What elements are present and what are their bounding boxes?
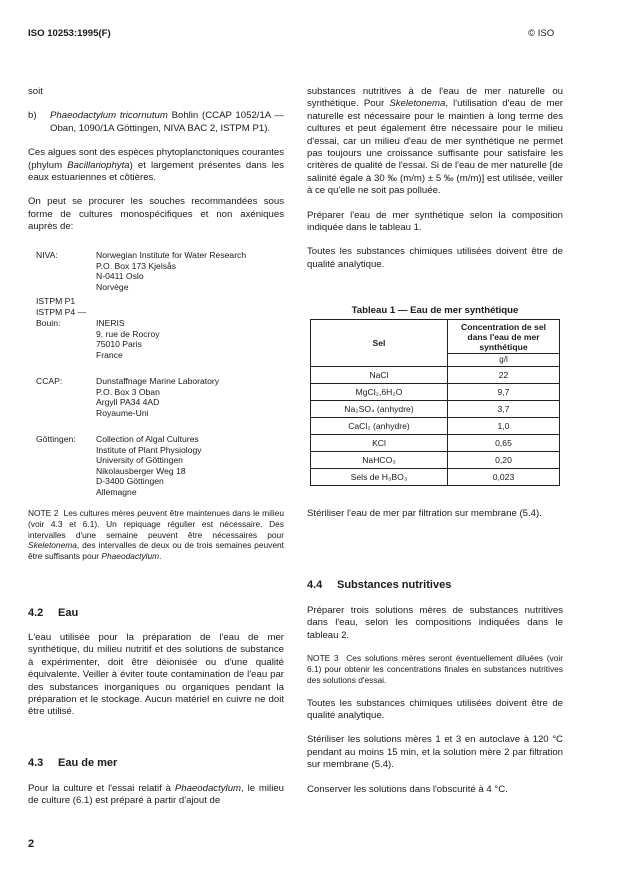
address-istpm-p1: ISTPM P1 [36, 296, 76, 306]
copyright-mark: © ISO [528, 28, 555, 39]
paragraph-water: L'eau utilisée pour la préparation de l'eau de mer synthétique, du milieu nutritif et des solutions de substance à expérimenter, doit être déionisée ou d'une qualité équivalente. Veiller à éviter toute contamination de l'eau par des substances inorganiques ou organiques pendant la préparation et le stockage. Aucun matériel en cuivre ne doit être utilisé. [28, 632, 284, 718]
paragraph-prepare-seawater: Préparer l'eau de mer synthétique selon la composition indiquée dans le tableau 1. [307, 209, 563, 234]
table-header-concentration: Concentration de sel dans l'eau de mer synthétique [448, 320, 560, 354]
table-caption: Tableau 1 — Eau de mer synthétique [351, 305, 519, 316]
document-id: ISO 10253:1995(F) [28, 28, 111, 39]
table-row: NaCl 22 [311, 367, 560, 384]
seawater-table [310, 319, 560, 486]
right-column-top [307, 86, 563, 271]
table-row: CaCl₂ (anhydre) 1,0 [311, 418, 560, 435]
list-text: Phaeodactylum tricornutum Bohlin (CCAP 1052/1A — Oban, 1090/1A Göttingen, NIVA BAC 2, ISTPM P1). [50, 110, 284, 134]
left-column [28, 86, 284, 234]
paragraph-algae: Ces algues sont des espèces phytoplanctoniques courantes (phylum Bacillariophyta) et largement présentes dans les eaux estuariennes et côtières. [28, 147, 284, 184]
table-row: NaHCO₃ 0,20 [311, 452, 560, 469]
table-row: MgCl₂,6H₂O 9,7 [311, 384, 560, 401]
table-row: KCl 0,65 [311, 435, 560, 452]
page-number: 2 [28, 838, 35, 850]
table-header-salt: Sel [311, 320, 448, 367]
table-row: Sels de H₃BO₃ 0,023 [311, 469, 560, 486]
right-column-bottom [307, 605, 563, 796]
list-label: b) [28, 110, 37, 122]
section-heading-4-4: 4.4 Substances nutritives [307, 579, 452, 591]
paragraph-sources: On peut se procurer les souches recommandées sous forme de cultures monospécifiques et non axéniques auprès de: [28, 196, 284, 233]
note-3: NOTE 3 Ces solutions mères seront éventuellement diluées (voir 6.1) pour obtenir les concentrations finales en substances nutritives des solutions d'essai. [307, 653, 563, 685]
table-row: Na₂SO₄ (anhydre) 3,7 [311, 401, 560, 418]
paragraph-stock-solutions: Préparer trois solutions mères de substances nutritives dans l'eau, selon les compositions indiquées dans le tableau 2. [307, 605, 563, 641]
table-header-unit: g/l [448, 354, 560, 367]
list-item-b [28, 110, 284, 135]
paragraph-nutrients-seawater: substances nutritives à de l'eau de mer naturelle ou synthétique. Pour Skeletonema, l'utilisation d'eau de mer naturelle est nécessaire pour le maintien à long terme des cultures et peut également être nécessaire pour le milieu d'essai, car un milieu d'eau de mer synthétique ne permet pas toujours une croissance suffisante pour satisfaire les critères de qualité de l'essai. Si de l'eau de mer naturelle [de salinité égale à 30 ‰ (m/m) ± 5 ‰ (m/m)] est utilisée, veiller à ce qu'elle ne soit pas polluée. [307, 86, 563, 197]
paragraph-analytical-quality-2: Toutes les substances chimiques utilisées doivent être de qualité analytique. [307, 697, 563, 722]
section-heading-4-3: 4.3 Eau de mer [28, 757, 118, 769]
paragraph-sterilize-seawater: Stériliser l'eau de mer par filtration sur membrane (5.4). [307, 508, 542, 519]
address-list: NIVA: Norwegian Institute for Water Research P.O. Box 173 Kjelsås N-0411 Oslo Norvège ISTPM P1 ISTPM P4 — Bouin: INERIS 9, rue de Rocroy 75010 Paris France CCAP: Dunstaffnage Marine Laboratory P.O. Box 3 Oban Argyll PA34 4AD Royaume-Uni Göttingen: Collection of Algal Cultures Institute of Plant Physiology University of Göttingen Nikolausberger Weg 18 D-3400 Göttingen Allemagne [36, 250, 247, 497]
paragraph-analytical-quality: Toutes les substances chimiques utilisées doivent être de qualité analytique. [307, 246, 563, 270]
paragraph-seawater: Pour la culture et l'essai relatif à Phaeodactylum, le milieu de culture (6.1) est préparé à partir d'ajout de [28, 783, 284, 807]
section-heading-4-2: 4.2 Eau [28, 607, 79, 619]
fragment-text: soit [28, 86, 43, 97]
paragraph-storage: Conserver les solutions dans l'obscurité à 4 °C. [307, 783, 508, 795]
note-2: NOTE 2 Les cultures mères peuvent être maintenues dans le milieu (voir 4.3 et 6.1). Un repiquage régulier est nécessaire. Des intervalles d'une semaine peuvent être nécessaires pour Skeletonema, des intervalles de deux ou de trois semaines peuvent être suffisants pour Phaeodactylum. [28, 508, 285, 562]
address-istpm-p4: ISTPM P4 — [36, 307, 87, 317]
paragraph-sterilize-solutions: Stériliser les solutions mères 1 et 3 en autoclave à 120 °C pendant au moins 15 min, et la solution mère 2 par filtration sur membrane (5.4). [307, 734, 563, 771]
